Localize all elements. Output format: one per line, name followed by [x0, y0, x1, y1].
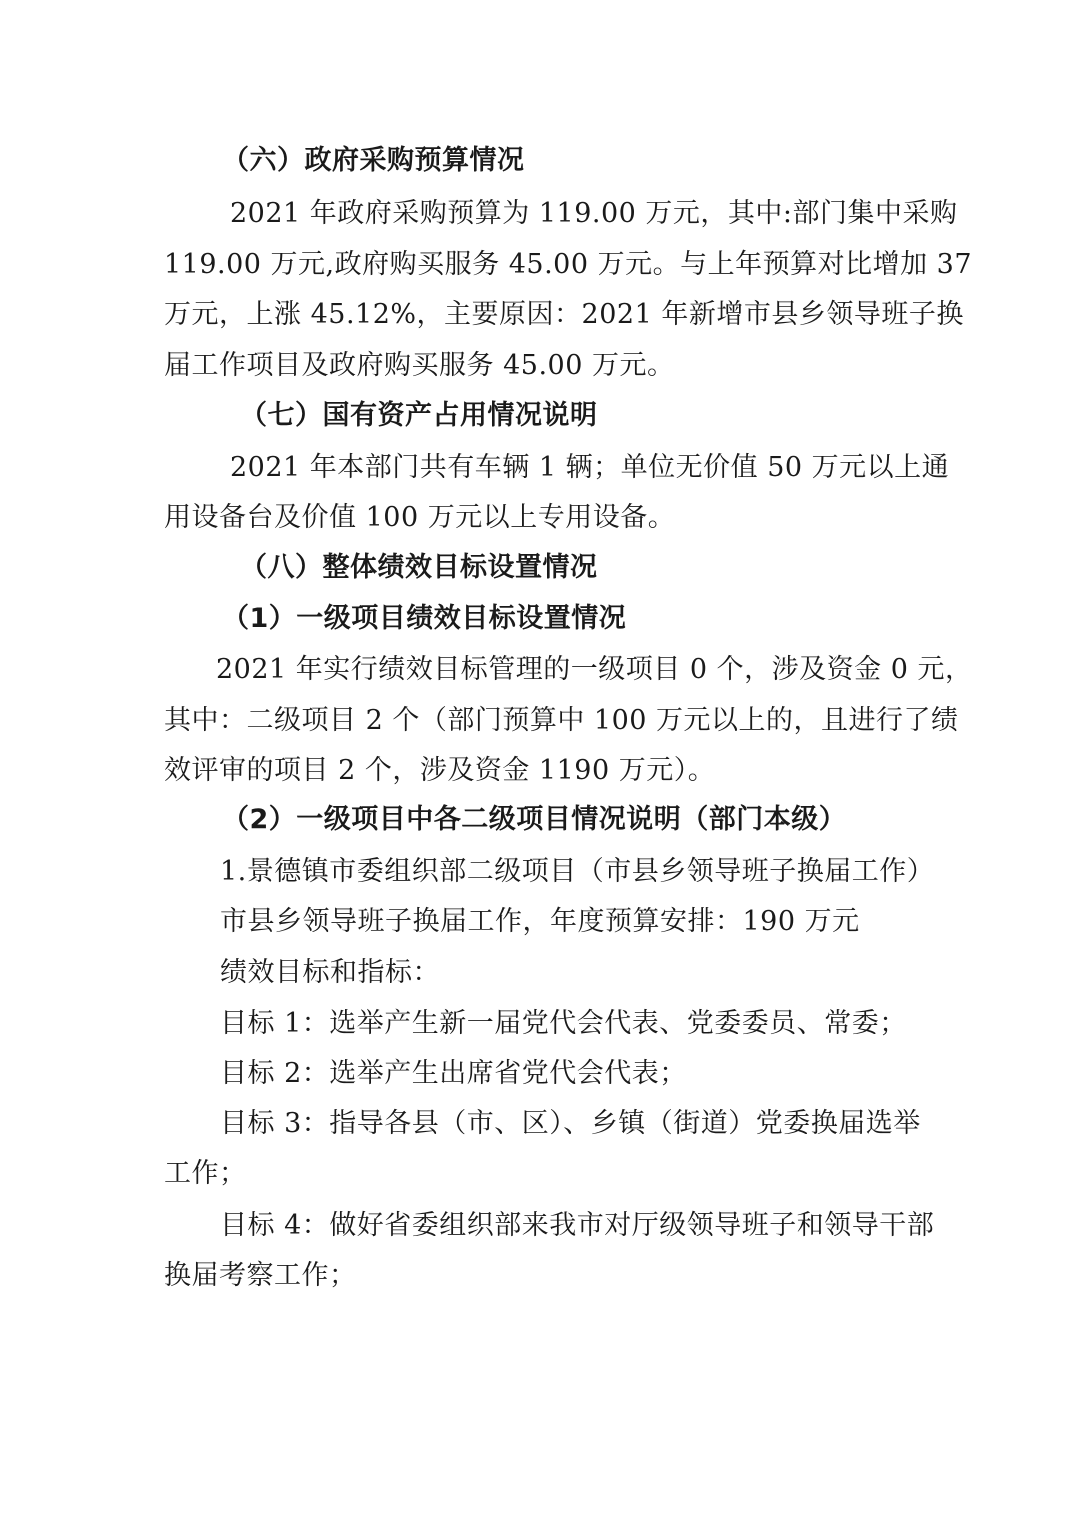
project-title-line: 1.景德镇市委组织部二级项目（市县乡领导班子换届工作）: [220, 856, 935, 887]
section-heading-performance: （八）整体绩效目标设置情况: [240, 552, 598, 583]
goal-line-continued: 工作；: [164, 1158, 247, 1189]
paragraph-line: 用设备台及价值 100 万元以上专用设备。: [164, 502, 676, 533]
goal-line-continued: 换届考察工作；: [164, 1260, 357, 1291]
goal-line: 目标 3：指导各县（市、区）、乡镇（街道）党委换届选举: [220, 1108, 921, 1139]
paragraph-line: 2021 年实行绩效目标管理的一级项目 0 个，涉及资金 0 元，: [216, 654, 973, 685]
paragraph-line: 119.00 万元,政府购买服务 45.00 万元。与上年预算对比增加 37: [164, 249, 973, 280]
paragraph-line: 届工作项目及政府购买服务 45.00 万元。: [164, 350, 675, 381]
paragraph-line: 2021 年本部门共有车辆 1 辆；单位无价值 50 万元以上通: [230, 452, 950, 483]
paragraph-line: 效评审的项目 2 个，涉及资金 1190 万元）。: [164, 755, 716, 786]
goal-line: 目标 1：选举产生新一届党代会代表、党委委员、常委；: [220, 1008, 907, 1039]
subsection-heading-2: （2）一级项目中各二级项目情况说明（部门本级）: [222, 804, 847, 835]
paragraph-line: 万元，上涨 45.12%，主要原因：2021 年新增市县乡领导班子换: [164, 299, 964, 330]
budget-line: 市县乡领导班子换届工作，年度预算安排：190 万元: [220, 906, 860, 937]
goal-line: 目标 2：选举产生出席省党代会代表；: [220, 1058, 687, 1089]
paragraph-line: 其中：二级项目 2 个（部门预算中 100 万元以上的，且进行了绩: [164, 705, 959, 736]
section-heading-procurement: （六）政府采购预算情况: [222, 145, 525, 176]
indicators-label: 绩效目标和指标：: [220, 957, 440, 988]
paragraph-line: 2021 年政府采购预算为 119.00 万元，其中:部门集中采购: [230, 198, 958, 229]
goal-line: 目标 4：做好省委组织部来我市对厅级领导班子和领导干部: [220, 1210, 935, 1241]
section-heading-assets: （七）国有资产占用情况说明: [240, 400, 598, 431]
subsection-heading-1: （1）一级项目绩效目标设置情况: [222, 603, 627, 634]
